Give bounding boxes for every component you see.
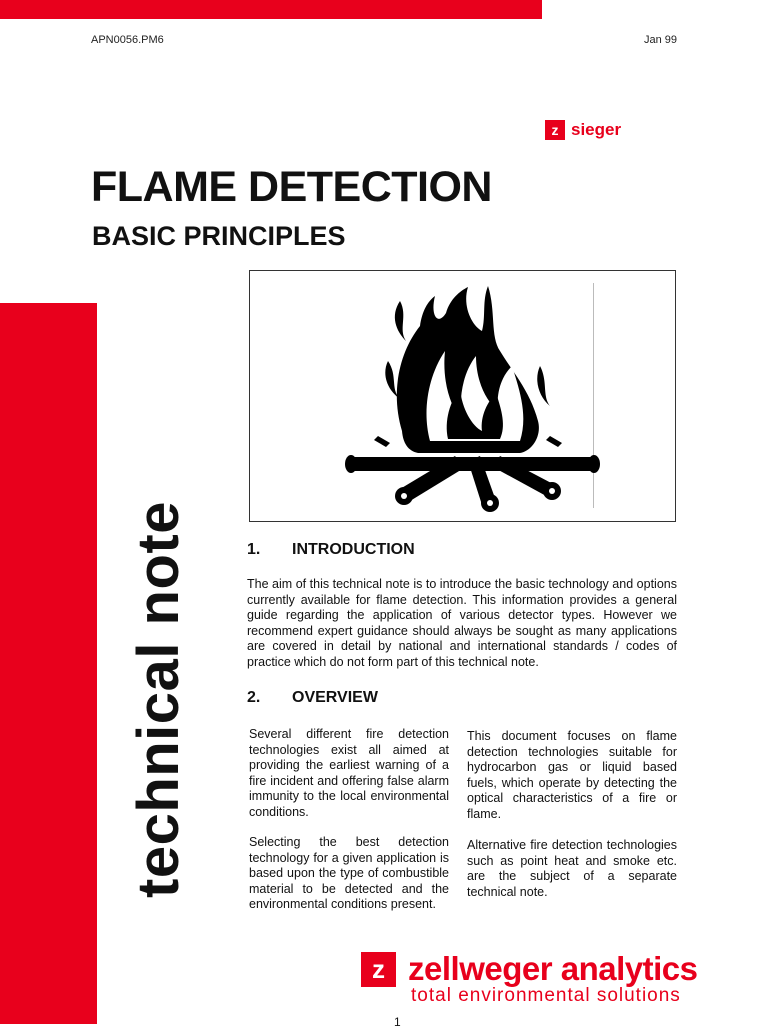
- side-red-band: [0, 303, 97, 1024]
- document-code: APN0056.PM6: [91, 34, 164, 46]
- section-1-title: INTRODUCTION: [292, 541, 415, 558]
- section-2-number: 2.: [247, 689, 261, 706]
- introduction-paragraph: The aim of this technical note is to introduce the basic technology and options currently available for flame detection. This information provides a general guide regarding the application of various detector types. However we recommend expert guidance should always be sought as many applications are covered in detail by national and international standards / codes of practice which do not form part of this technical note.: [247, 577, 677, 669]
- overview-col2-p1: This document focuses on flame detection technologies suitable for hydrocarbon gas or liquid based fuels, which operate by detecting the optical characteristics of a fire or flame.: [467, 729, 677, 821]
- flame-figure: [249, 270, 676, 522]
- sieger-logo-mark: z: [545, 120, 565, 140]
- sieger-logo-name: sieger: [571, 120, 622, 139]
- overview-col1-p1: Several different fire detection technologies exist all aimed at providing the earliest warning of a fire incident and offering false alarm immunity to the local environmental conditions.: [249, 727, 449, 819]
- section-1-number: 1.: [247, 541, 261, 558]
- zellweger-logo: [361, 950, 697, 988]
- page-number: 1: [394, 1015, 401, 1029]
- section-2-title: OVERVIEW: [292, 689, 378, 706]
- overview-col1-p2: Selecting the best detection technology for a given application is based upon the type of combustible material to be detected and the environmental conditions present.: [249, 835, 449, 911]
- page-title: FLAME DETECTION: [91, 163, 492, 211]
- top-red-bar: [0, 0, 542, 19]
- document-date: Jan 99: [644, 34, 678, 46]
- zellweger-logo-name: zellweger analytics: [408, 950, 698, 987]
- section-1-heading: [247, 541, 415, 559]
- technical-note-label: technical note: [126, 501, 191, 898]
- brand-tagline: total environmental solutions: [411, 985, 681, 1006]
- page-subtitle: BASIC PRINCIPLES: [92, 221, 346, 251]
- campfire-icon: [250, 271, 677, 523]
- section-2-heading: [247, 689, 378, 707]
- zellweger-logo-mark: z: [361, 952, 396, 987]
- sieger-logo: [545, 120, 621, 140]
- overview-col2-p2: Alternative fire detection technologies such as point heat and smoke etc. are the subject of a separate technical note.: [467, 838, 677, 899]
